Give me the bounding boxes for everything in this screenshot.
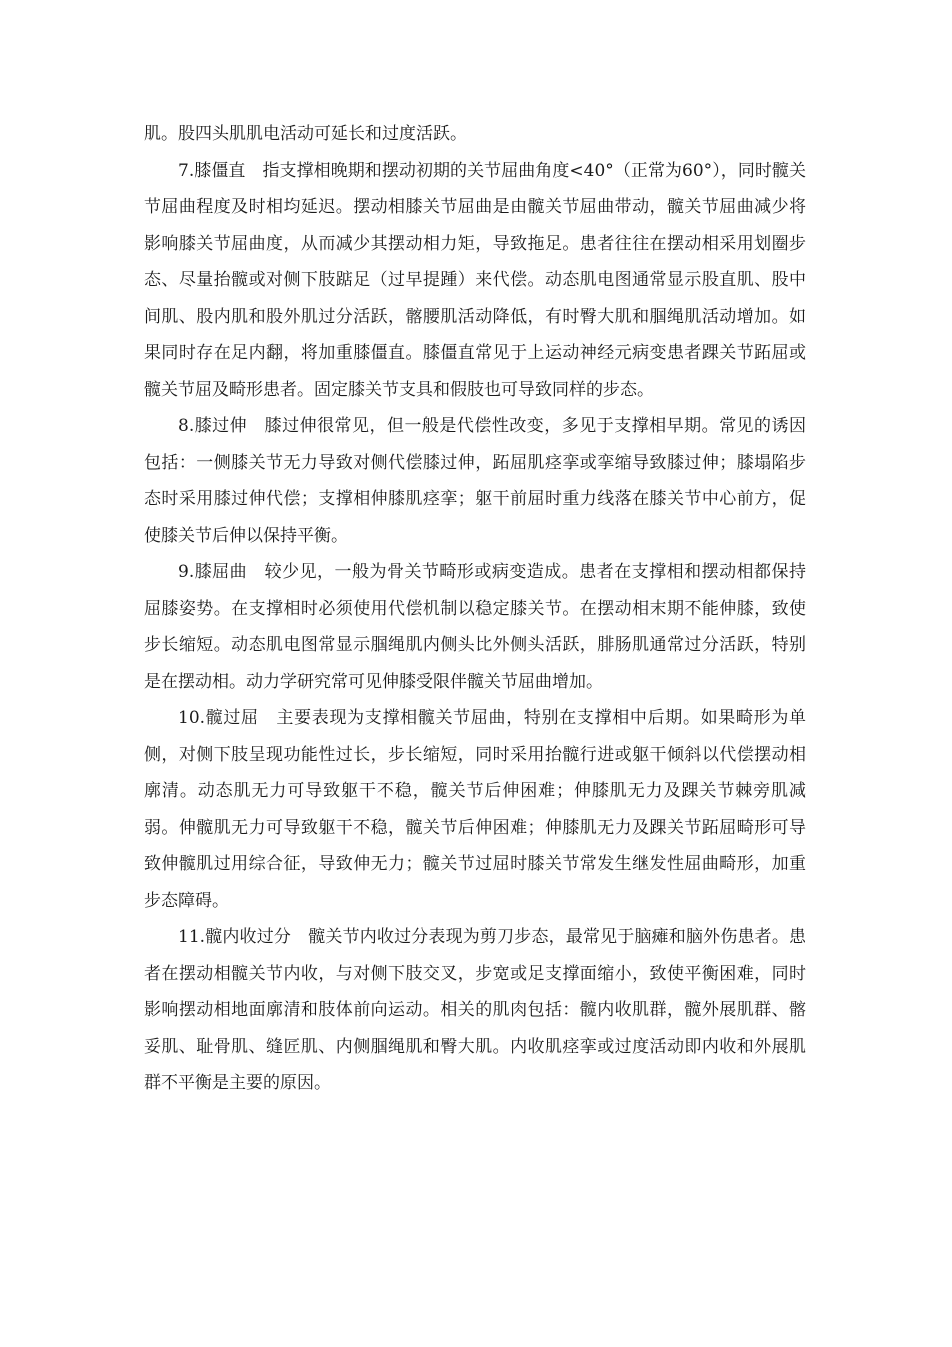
paragraph-hip-overflexion — [144, 700, 806, 919]
section-heading: 7.膝僵直 — [178, 160, 246, 181]
section-heading: 10.髋过屈 — [178, 708, 259, 728]
paragraph-text: 指支撑相晚期和摆动初期的关节屈曲角度<40°（正常为60°），同时髋关节屈曲程度及时相均延迟。摆动相膝关节屈曲是由髋关节屈曲带动，髋关节屈曲减少将影响膝关节屈曲度，从而减少其摆动相力矩，导致拖足。患者往往在摆动相采用划圈步态、尽量抬髋或对侧下肢踮足（过早提踵）来代偿。动态肌电图通常显示股直肌、股中间肌、股内肌和股外肌过分活跃，髂腰肌活动降低，有时臀大肌和腘绳肌活动增加。如果同时存在足内翻，将加重膝僵直。膝僵直常见于上运动神经元病变患者踝关节跖屈或髋关节屈及畸形患者。固定膝关节支具和假肢也可导致同样的步态。 — [144, 160, 806, 400]
paragraph-text: 髋关节内收过分表现为剪刀步态，最常见于脑瘫和脑外伤患者。患者在摆动相髋关节内收，与对侧下肢交叉，步宽或足支撑面缩小，致使平衡困难，同时影响摆动相地面廓清和肢体前向运动。相关的肌肉包括：髋内收肌群，髋外展肌群、髂妥肌、耻骨肌、缝匠肌、内侧腘绳肌和臀大肌。内收肌痉挛或过度活动即内收和外展肌群不平衡是主要的原因。 — [144, 927, 806, 1093]
paragraph-hip-adduction — [144, 919, 806, 1102]
paragraph-knee-flexion — [144, 554, 806, 700]
paragraph-text: 较少见，一般为骨关节畸形或病变造成。患者在支撑相和摆动相都保持屈膝姿势。在支撑相时必须使用代偿机制以稳定膝关节。在摆动相末期不能伸膝，致使步长缩短。动态肌电图常显示腘绳肌内侧头比外侧头活跃，腓肠肌通常过分活跃，特别是在摆动相。动力学研究常可见伸膝受限伴髋关节屈曲增加。 — [144, 562, 806, 692]
section-heading: 9.膝屈曲 — [178, 562, 248, 582]
section-heading: 11.髋内收过分 — [178, 927, 292, 947]
paragraph-continuation — [144, 116, 806, 153]
paragraph-text: 膝过伸很常见，但一般是代偿性改变，多见于支撑相早期。常见的诱因包括：一侧膝关节无力导致对侧代偿膝过伸，跖屈肌痉挛或挛缩导致膝过伸；膝塌陷步态时采用膝过伸代偿；支撑相伸膝肌痉挛；躯干前屈时重力线落在膝关节中心前方，促使膝关节后伸以保持平衡。 — [144, 416, 806, 546]
paragraph-knee-stiffness — [144, 153, 806, 409]
paragraph-knee-hyperextension — [144, 408, 806, 554]
section-heading: 8.膝过伸 — [178, 416, 248, 436]
paragraph-text: 肌。股四头肌肌电活动可延长和过度活跃。 — [144, 124, 467, 144]
body-text — [144, 116, 806, 1102]
paragraph-text: 主要表现为支撑相髋关节屈曲，特别在支撑相中后期。如果畸形为单侧，对侧下肢呈现功能性过长，步长缩短，同时采用抬髋行进或躯干倾斜以代偿摆动相廓清。动态肌无力可导致躯干不稳，髋关节后伸困难；伸膝肌无力及踝关节棘旁肌减弱。伸髋肌无力可导致躯干不稳，髋关节后伸困难；伸膝肌无力及踝关节跖屈畸形可导致伸髋肌过用综合征，导致伸无力；髋关节过屈时膝关节常发生继发性屈曲畸形，加重步态障碍。 — [144, 708, 807, 911]
